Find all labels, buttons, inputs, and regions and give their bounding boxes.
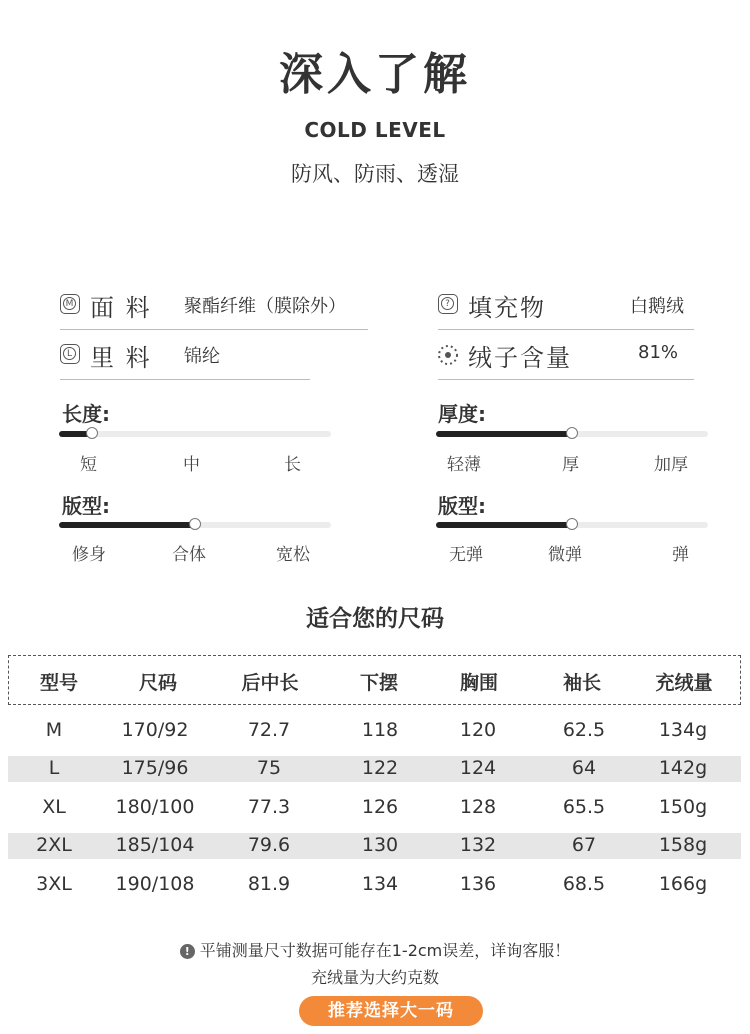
- divider: [438, 379, 694, 380]
- question-icon: ?: [438, 294, 458, 314]
- divider: [438, 329, 694, 330]
- thickness-slider: [436, 431, 708, 437]
- exclamation-icon: !: [180, 944, 195, 959]
- down-weight-note: 充绒量为大约克数: [310, 968, 439, 987]
- stretch-slider-fill: [436, 522, 572, 528]
- spec-down-content-value: 81%: [638, 342, 679, 363]
- fit-tick-loose: 宽松: [276, 545, 310, 565]
- cell: 79.6: [247, 834, 291, 856]
- cell: XL: [42, 796, 66, 818]
- spec-down-content: [438, 340, 694, 380]
- spec-down-content-label: 绒子含量: [468, 344, 572, 372]
- length-slider: [59, 431, 331, 437]
- cell: 185/104: [115, 834, 195, 856]
- spec-filling-label: 填充物: [468, 294, 546, 322]
- cell: 150g: [658, 796, 708, 818]
- thickness-slider-knob: [566, 427, 578, 439]
- thickness-tick-light: 轻薄: [447, 455, 481, 475]
- cell: 77.3: [247, 796, 291, 818]
- spec-filling: [438, 290, 694, 330]
- cell: 124: [459, 757, 497, 779]
- spec-lining-label: 里 料: [90, 344, 152, 372]
- measurement-note: [0, 938, 750, 961]
- cell: 175/96: [121, 757, 189, 779]
- divider: [60, 379, 310, 380]
- cell: 180/100: [115, 796, 195, 818]
- spec-fabric-label: 面 料: [90, 294, 152, 322]
- fit-slider-knob: [189, 518, 201, 530]
- spec-lining: [60, 340, 310, 380]
- spec-filling-value: 白鹅绒: [630, 296, 684, 317]
- col-header: 袖长: [562, 672, 601, 694]
- col-header: 型号: [39, 672, 78, 694]
- cell: 81.9: [247, 873, 291, 895]
- thickness-tick-thick: 厚: [562, 455, 579, 475]
- lining-l-icon: L: [60, 344, 80, 364]
- spec-fabric: [60, 290, 368, 330]
- cell: 142g: [658, 757, 708, 779]
- cell: 132: [459, 834, 497, 856]
- cell: 72.7: [247, 719, 291, 741]
- fit-tick-slim: 修身: [72, 545, 106, 565]
- cell: 2XL: [36, 834, 72, 856]
- spec-fabric-value: 聚酯纤维（膜除外）: [184, 296, 346, 317]
- stretch-label: 版型:: [438, 494, 486, 518]
- fit-label: 版型:: [62, 494, 110, 518]
- cold-level-heading: COLD LEVEL: [304, 118, 446, 142]
- thickness-tick-extra-thick: 加厚: [654, 455, 688, 475]
- spec-lining-value: 锦纶: [184, 346, 220, 367]
- stretch-slider: [436, 522, 708, 528]
- cell: 120: [459, 719, 497, 741]
- cell: 65.5: [562, 796, 606, 818]
- fit-slider: [59, 522, 331, 528]
- cell: 68.5: [562, 873, 606, 895]
- cell: 134: [361, 873, 399, 895]
- length-slider-knob: [86, 427, 98, 439]
- stretch-tick-stretchy: 弹: [672, 545, 689, 565]
- col-header: 胸围: [459, 672, 498, 694]
- cell: 130: [361, 834, 399, 856]
- cell: 126: [361, 796, 399, 818]
- col-header: 充绒量: [655, 672, 713, 694]
- size-chart-title: 适合您的尺码: [306, 606, 444, 632]
- table-row: [8, 756, 741, 782]
- page-title: 深入了解: [279, 49, 471, 100]
- cell: 170/92: [121, 719, 189, 741]
- cell: 158g: [658, 834, 708, 856]
- cell: 128: [459, 796, 497, 818]
- cell: M: [45, 719, 63, 741]
- length-tick-medium: 中: [183, 455, 200, 475]
- cell: 122: [361, 757, 399, 779]
- cell: L: [48, 757, 60, 779]
- stretch-slider-knob: [566, 518, 578, 530]
- feature-list: 防风、防雨、透湿: [291, 162, 459, 186]
- thickness-label: 厚度:: [438, 402, 486, 426]
- stretch-tick-slight: 微弹: [548, 545, 582, 565]
- length-tick-long: 长: [284, 455, 301, 475]
- thickness-slider-fill: [436, 431, 572, 437]
- table-row: [8, 718, 741, 744]
- table-row: [8, 833, 741, 859]
- measurement-note-text: 平铺测量尺寸数据可能存在1-2cm误差，详询客服！: [199, 941, 571, 960]
- length-tick-short: 短: [80, 455, 97, 475]
- divider: [60, 329, 368, 330]
- fit-tick-regular: 合体: [172, 545, 206, 565]
- col-header: 后中长: [241, 672, 299, 694]
- cell: 134g: [658, 719, 708, 741]
- fit-slider-fill: [59, 522, 195, 528]
- col-header: 下摆: [359, 672, 398, 694]
- cell: 190/108: [115, 873, 195, 895]
- fabric-m-icon: M: [60, 294, 80, 314]
- size-table-header: [8, 655, 741, 705]
- size-up-recommendation-button[interactable]: 推荐选择大一码: [299, 996, 483, 1026]
- cell: 118: [361, 719, 399, 741]
- stretch-tick-none: 无弹: [449, 545, 483, 565]
- cell: 62.5: [562, 719, 606, 741]
- cell: 75: [256, 757, 282, 779]
- cell: 136: [459, 873, 497, 895]
- table-row: [8, 795, 741, 821]
- cell: 64: [571, 757, 597, 779]
- table-row: [8, 872, 741, 898]
- cell: 67: [571, 834, 597, 856]
- length-label: 长度:: [62, 402, 110, 426]
- cell: 3XL: [36, 873, 72, 895]
- cell: 166g: [658, 873, 708, 895]
- dotted-circle-icon: [436, 343, 460, 367]
- col-header: 尺码: [138, 672, 177, 694]
